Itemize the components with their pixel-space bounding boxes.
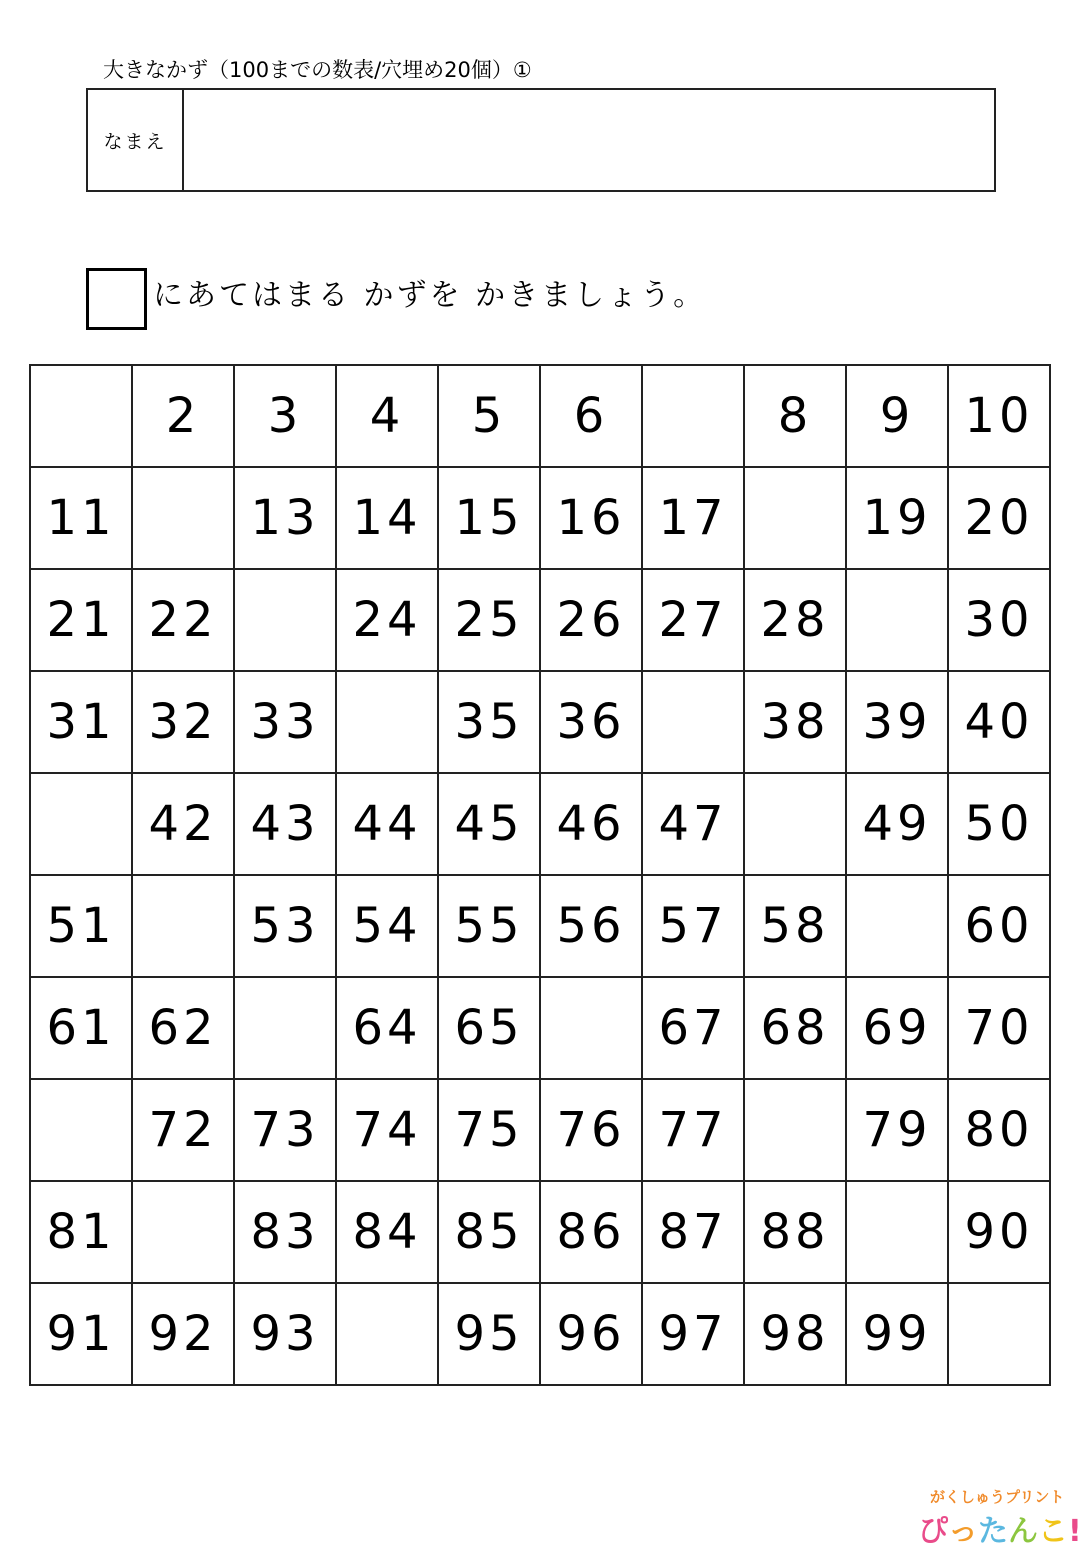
blank-cell[interactable] xyxy=(30,365,132,467)
number-cell: 73 xyxy=(234,1079,336,1181)
number-cell: 35 xyxy=(438,671,540,773)
blank-cell[interactable] xyxy=(336,1283,438,1385)
number-cell: 4 xyxy=(336,365,438,467)
number-cell: 28 xyxy=(744,569,846,671)
number-cell: 56 xyxy=(540,875,642,977)
blank-cell[interactable] xyxy=(846,875,948,977)
logo-char: ん xyxy=(1008,1514,1038,1549)
number-cell: 9 xyxy=(846,365,948,467)
number-cell: 98 xyxy=(744,1283,846,1385)
table-row xyxy=(30,467,1050,569)
number-cell: 64 xyxy=(336,977,438,1079)
number-cell: 68 xyxy=(744,977,846,1079)
number-cell: 22 xyxy=(132,569,234,671)
blank-cell[interactable] xyxy=(846,569,948,671)
number-cell: 8 xyxy=(744,365,846,467)
number-cell: 95 xyxy=(438,1283,540,1385)
number-cell: 15 xyxy=(438,467,540,569)
number-cell: 21 xyxy=(30,569,132,671)
number-cell: 88 xyxy=(744,1181,846,1283)
number-cell: 36 xyxy=(540,671,642,773)
number-cell: 6 xyxy=(540,365,642,467)
logo-title xyxy=(918,1506,1082,1550)
number-cell: 72 xyxy=(132,1079,234,1181)
number-cell: 32 xyxy=(132,671,234,773)
table-row xyxy=(30,569,1050,671)
blank-cell[interactable] xyxy=(30,1079,132,1181)
logo-subtitle: がくしゅうプリント xyxy=(930,1488,1065,1506)
number-cell: 5 xyxy=(438,365,540,467)
number-cell: 96 xyxy=(540,1283,642,1385)
number-cell: 77 xyxy=(642,1079,744,1181)
number-cell: 70 xyxy=(948,977,1050,1079)
instruction-text: にあてはまる かずを かきましょう。 xyxy=(153,278,707,313)
number-cell: 84 xyxy=(336,1181,438,1283)
number-cell: 25 xyxy=(438,569,540,671)
number-cell: 51 xyxy=(30,875,132,977)
blank-cell[interactable] xyxy=(744,1079,846,1181)
number-cell: 43 xyxy=(234,773,336,875)
logo-char: た xyxy=(978,1514,1008,1549)
logo-char: ぴ xyxy=(918,1514,948,1549)
brand-logo xyxy=(918,1486,1082,1549)
number-cell: 79 xyxy=(846,1079,948,1181)
number-cell: 27 xyxy=(642,569,744,671)
blank-cell[interactable] xyxy=(846,1181,948,1283)
number-cell: 16 xyxy=(540,467,642,569)
blank-cell[interactable] xyxy=(744,467,846,569)
number-cell: 33 xyxy=(234,671,336,773)
name-field[interactable] xyxy=(184,90,994,190)
number-cell: 49 xyxy=(846,773,948,875)
number-cell: 83 xyxy=(234,1181,336,1283)
number-cell: 75 xyxy=(438,1079,540,1181)
number-cell: 40 xyxy=(948,671,1050,773)
number-cell: 50 xyxy=(948,773,1050,875)
table-row xyxy=(30,977,1050,1079)
number-cell: 90 xyxy=(948,1181,1050,1283)
number-cell: 80 xyxy=(948,1079,1050,1181)
table-row xyxy=(30,773,1050,875)
number-cell: 93 xyxy=(234,1283,336,1385)
blank-cell[interactable] xyxy=(234,977,336,1079)
blank-cell[interactable] xyxy=(744,773,846,875)
table-row xyxy=(30,875,1050,977)
number-cell: 85 xyxy=(438,1181,540,1283)
blank-cell[interactable] xyxy=(132,467,234,569)
number-cell: 13 xyxy=(234,467,336,569)
number-cell: 99 xyxy=(846,1283,948,1385)
number-cell: 19 xyxy=(846,467,948,569)
number-cell: 67 xyxy=(642,977,744,1079)
number-cell: 42 xyxy=(132,773,234,875)
blank-cell[interactable] xyxy=(30,773,132,875)
number-cell: 20 xyxy=(948,467,1050,569)
number-cell: 97 xyxy=(642,1283,744,1385)
number-cell: 86 xyxy=(540,1181,642,1283)
number-cell: 14 xyxy=(336,467,438,569)
number-cell: 57 xyxy=(642,875,744,977)
table-row xyxy=(30,1181,1050,1283)
blank-cell[interactable] xyxy=(642,671,744,773)
number-cell: 3 xyxy=(234,365,336,467)
table-row xyxy=(30,1283,1050,1385)
blank-cell[interactable] xyxy=(642,365,744,467)
number-cell: 53 xyxy=(234,875,336,977)
number-cell: 44 xyxy=(336,773,438,875)
logo-char: っ xyxy=(948,1514,978,1549)
worksheet-title: 大きなかず（100までの数表/穴埋め20個）① xyxy=(103,58,532,82)
number-cell: 92 xyxy=(132,1283,234,1385)
number-cell: 91 xyxy=(30,1283,132,1385)
name-box xyxy=(86,88,996,192)
blank-cell[interactable] xyxy=(336,671,438,773)
blank-cell[interactable] xyxy=(132,875,234,977)
table-row xyxy=(30,671,1050,773)
logo-char: ! xyxy=(1068,1514,1082,1549)
number-cell: 54 xyxy=(336,875,438,977)
number-cell: 10 xyxy=(948,365,1050,467)
number-cell: 61 xyxy=(30,977,132,1079)
number-table xyxy=(29,364,1051,1386)
number-cell: 81 xyxy=(30,1181,132,1283)
number-cell: 65 xyxy=(438,977,540,1079)
answer-box-example xyxy=(86,268,147,330)
number-cell: 46 xyxy=(540,773,642,875)
number-cell: 45 xyxy=(438,773,540,875)
number-cell: 69 xyxy=(846,977,948,1079)
number-cell: 24 xyxy=(336,569,438,671)
number-cell: 58 xyxy=(744,875,846,977)
number-cell: 2 xyxy=(132,365,234,467)
number-cell: 55 xyxy=(438,875,540,977)
number-cell: 74 xyxy=(336,1079,438,1181)
number-cell: 60 xyxy=(948,875,1050,977)
number-cell: 17 xyxy=(642,467,744,569)
number-cell: 76 xyxy=(540,1079,642,1181)
number-cell: 30 xyxy=(948,569,1050,671)
blank-cell[interactable] xyxy=(948,1283,1050,1385)
table-row xyxy=(30,1079,1050,1181)
blank-cell[interactable] xyxy=(234,569,336,671)
number-cell: 62 xyxy=(132,977,234,1079)
blank-cell[interactable] xyxy=(540,977,642,1079)
number-cell: 31 xyxy=(30,671,132,773)
number-cell: 11 xyxy=(30,467,132,569)
blank-cell[interactable] xyxy=(132,1181,234,1283)
name-label: なまえ xyxy=(88,90,184,190)
number-cell: 26 xyxy=(540,569,642,671)
number-cell: 47 xyxy=(642,773,744,875)
number-cell: 38 xyxy=(744,671,846,773)
number-cell: 39 xyxy=(846,671,948,773)
table-row xyxy=(30,365,1050,467)
logo-char: こ xyxy=(1038,1514,1068,1549)
number-cell: 87 xyxy=(642,1181,744,1283)
